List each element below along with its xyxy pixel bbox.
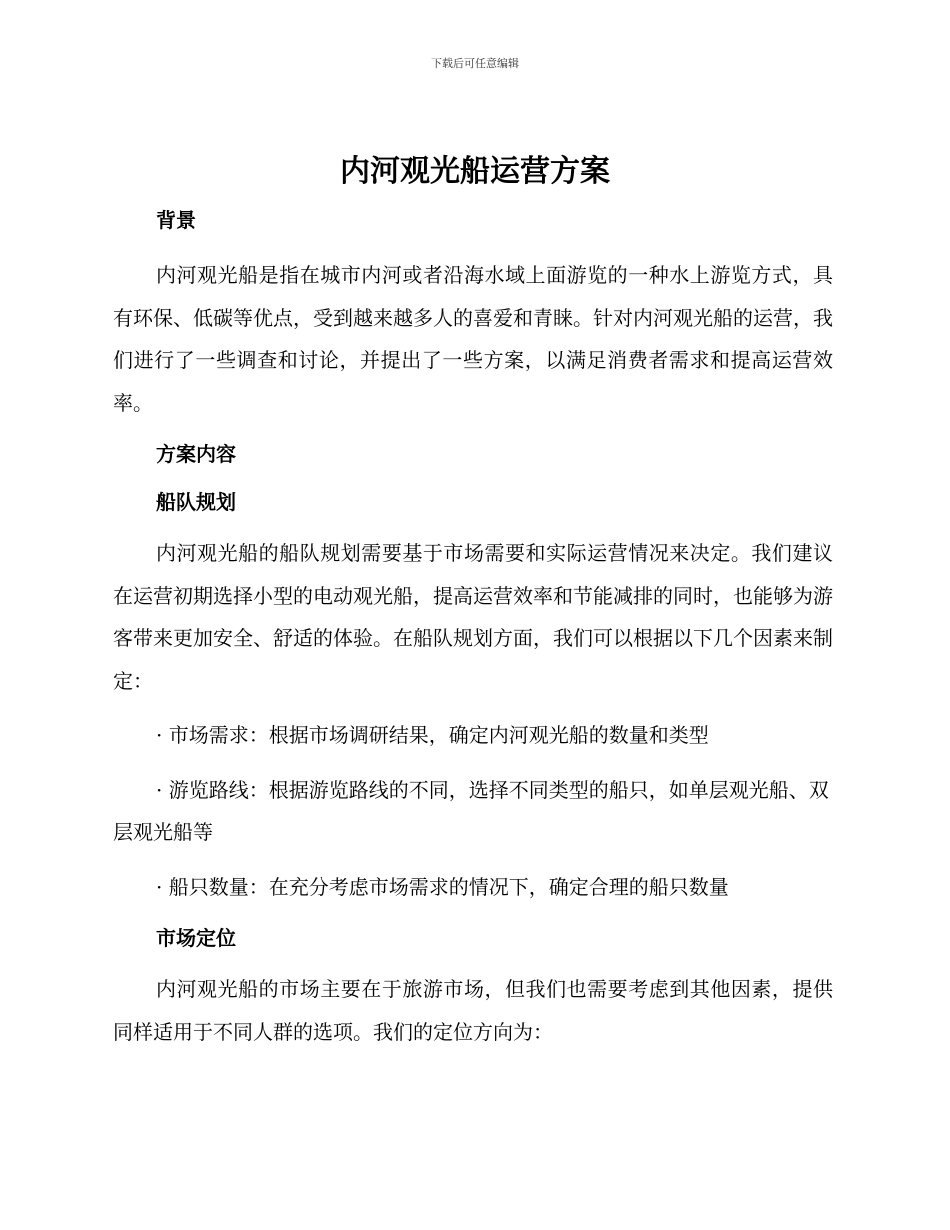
bullet-item: · 船只数量：在充分考虑市场需求的情况下，确定合理的船只数量: [156, 874, 729, 899]
section-heading-market: 市场定位: [156, 926, 236, 950]
header-note: 下载后可任意编辑: [431, 57, 519, 70]
section-heading-plan: 方案内容: [156, 442, 236, 466]
bullet-item: · 游览路线：根据游览路线的不同，选择不同类型的船只，如单层观光船、双层观光船等: [113, 777, 829, 844]
section-heading-background: 背景: [156, 208, 196, 232]
document-title: 内河观光船运营方案: [340, 154, 610, 189]
paragraph-background: 内河观光船是指在城市内河或者沿海水域上面游览的一种水上游览方式，具有环保、低碳等优点，受到越来越多人的喜爱和青睐。针对内河观光船的运营，我们进行了一些调查和讨论，并提出了一些方案，以满足消费者需求和提高运营效率。: [113, 263, 833, 415]
paragraph-market: 内河观光船的市场主要在于旅游市场，但我们也需要考虑到其他因素，提供同样适用于不同人群的选项。我们的定位方向为：: [113, 977, 833, 1044]
bullet-item: · 市场需求：根据市场调研结果，确定内河观光船的数量和类型: [156, 723, 709, 747]
paragraph-fleet: 内河观光船的船队规划需要基于市场需要和实际运营情况来决定。我们建议在运营初期选择小型的电动观光船，提高运营效率和节能减排的同时，也能够为游客带来更加安全、舒适的体验。在船队规划方面，我们可以根据以下几个因素来制定：: [113, 541, 833, 693]
document-body: [113, 202, 833, 1053]
section-heading-fleet: 船队规划: [156, 490, 236, 514]
